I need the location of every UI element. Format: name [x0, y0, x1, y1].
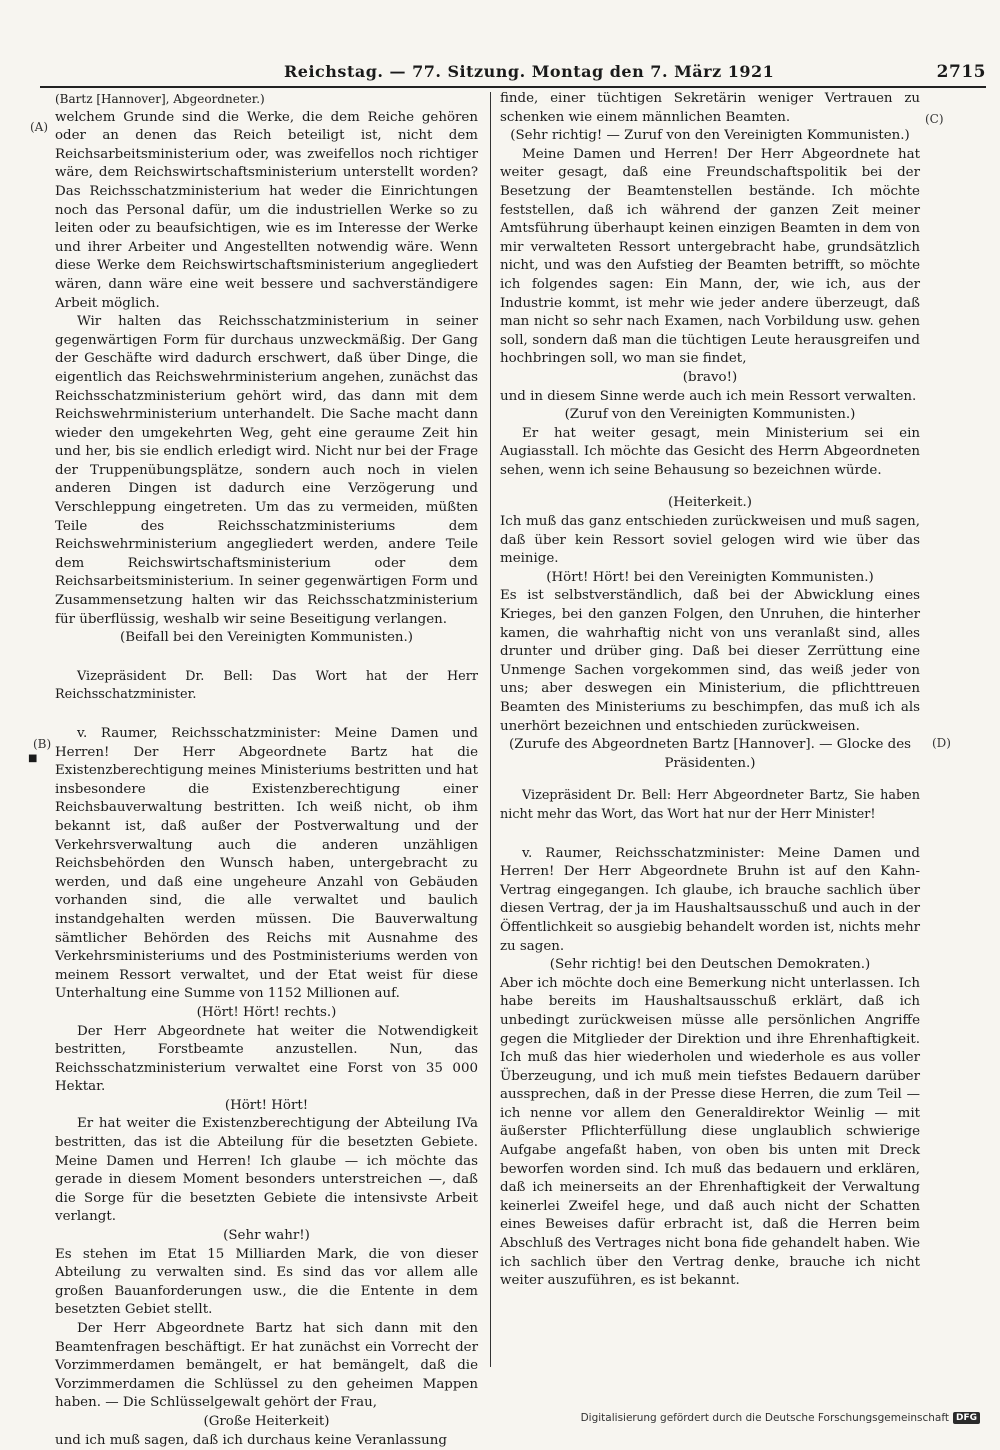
running-title: Reichstag. — 77. Sitzung. Montag den 7. März 1921 [284, 62, 775, 81]
interjection: (bravo!) [682, 369, 738, 385]
paragraph: Er hat weiter gesagt, mein Ministerium sei ein Augiasstall. Ich möchte das Gesicht des Herrn Abgeordneten sehen, wenn ich seine Behausung so bezeichnen würde. [500, 425, 920, 478]
speaker-paragraph: Vizepräsident Dr. Bell: Das Wort hat der Herr Reichsschatzminister. [55, 668, 478, 703]
paragraph: und in diesem Sinne werde auch ich mein Ressort verwalten. [500, 388, 917, 404]
interjection: (Beifall bei den Vereinigten Kommunisten.) [120, 630, 413, 646]
paragraph: welchem Grunde sind die Werke, die dem Reiche gehören oder an denen das Reich beteiligt ist, nicht dem Reichsarbeitsministerium oder, was zweifellos noch richtiger wäre, dem Reichswirtschaftsministerium unterstellt worden? Das Reichsschatzministerium hat weder die Einrichtungen noch das Personal dafür, um die industriellen Werke so zu leiten oder zu beaufsichtigen, wie es im Interesse der Werke und ihrer Arbeiter und Angestellten notwendig wäre. Wenn diese Werke dem Reichswirtschaftsministerium angegliedert wären, dann wäre eine weit bessere und sachverständigere Arbeit möglich. [55, 109, 478, 311]
paragraph: Er hat weiter die Existenzberechtigung der Abteilung IVa bestritten, das ist die Abteilung für die besetzten Gebiete. Meine Damen und Herren! Ich glaube — ich möchte das gerade in diesem Moment besonders unterstreichen —, daß die Sorge für die besetzten Gebiete die intensivste Arbeit verlangt. [55, 1116, 478, 1225]
page-number: 2715 [936, 62, 986, 82]
paragraph: Es stehen im Etat 15 Milliarden Mark, die von dieser Abteilung zu verwalten sind. Es sind das vor allem alle großen Bauanforderungen usw., die die Entente in dem besetzten Gebiet stellt. [55, 1246, 478, 1318]
paragraph: finde, einer tüchtigen Sekretärin weniger Vertrauen zu schenken wie einem männlichen Beamten. [500, 91, 920, 125]
page-header [40, 58, 986, 88]
paragraph: Es ist selbstverständlich, daß bei der Abwicklung eines Krieges, bei den ganzen Folgen, den Unruhen, die hinterher kamen, die wahrhaftig nicht von uns veranlaßt sind, alles drunter und drüber ging. Daß bei dieser Zerrüttung eine Unmenge Sachen vorgekommen sind, das weiß jeder von uns; aber deswegen ein Ministerium, die pflichttreuen Beamten des Ministeriums zu beschimpfen, das muß ich als unerhört bezeichnen und entschieden zurückweisen. [500, 588, 920, 734]
margin-mark-d: (D) [932, 736, 951, 750]
left-column [55, 90, 478, 1450]
interjection: (Sehr richtig! — Zuruf von den Vereinigten Kommunisten.) [510, 128, 910, 144]
margin-mark-b: (B) [33, 737, 52, 751]
interjection: (Zuruf von den Vereinigten Kommunisten.) [564, 407, 856, 423]
interjection: (Große Heiterkeit) [203, 1413, 330, 1429]
footer-credit [581, 1412, 980, 1424]
interjection: (Zurufe des Abgeordneten Bartz [Hannover]. — Glocke des Präsidenten.) [508, 737, 912, 771]
paragraph: Der Herr Abgeordnete hat weiter die Notwendigkeit bestritten, Forstbeamte anzustellen. Nun, das Reichsschatzministerium verwaltet eine Forst von 35 000 Hektar. [55, 1023, 478, 1095]
column-separator [490, 92, 491, 1367]
margin-mark-c: (C) [925, 112, 944, 126]
footer-text: Digitalisierung gefördert durch die Deutsche Forschungsgemeinschaft [580, 1412, 949, 1424]
paragraph: Wir halten das Reichsschatzministerium in seiner gegenwärtigen Form für durchaus unzweckmäßig. Der Gang der Geschäfte wird dadurch erschwert, daß über Dinge, die eigentlich das Reichswehrministerium angehen, zunächst das Reichsschatzministerium gehört wird, das dann mit dem Reichswehrministerium unterhandelt. Die Sache macht dann wieder den umgekehrten Weg, geht eine geraume Zeit hin und her, bis sie endlich erledigt wird. Nicht nur bei der Frage der Truppenübungsplätze, sondern auch noch in vielen anderen Dingen ist dadurch eine Verzögerung und Verschleppung eingetreten. Um das zu vermeiden, müßten Teile des Reichsschatzministeriums dem Reichswehrministerium angegliedert werden, andere Teile dem Reichswirtschaftsministerium oder dem Reichsarbeitsministerium. In seiner gegenwärtigen Form und Zusammensetzung halten wir das Reichsschatzministerium für überflüssig, weshalb wir seine Beseitigung verlangen. [55, 314, 478, 627]
interjection: (Sehr richtig! bei den Deutschen Demokraten.) [549, 957, 871, 973]
interjection: (Heiterkeit.) [668, 495, 752, 511]
dfg-logo: DFG [953, 1412, 980, 1424]
paragraph: Ich muß das ganz entschieden zurückweisen und muß sagen, daß über kein Ressort soviel gelogen wird wie über das meinige. [500, 514, 920, 567]
margin-mark-a: (A) [30, 120, 49, 134]
speaker-paragraph: v. Raumer, Reichsschatzminister: Meine Damen und Herren! Der Herr Abgeordnete Bartz hat die Existenzberechtigung meines Ministeriums bestritten und hat insbesondere die Existenzberechtigung einer Reichsbauverwaltung bestritten. Ich weiß nicht, ob ihm bekannt ist, daß außer der Postverwaltung und der Verkehrsverwaltung auch die anderen unzähligen Reichsbehörden den Wunsch haben, untergebracht zu werden, und daß eine ungeheure Anzahl von Gebäuden vorhanden sind, die alle verwaltet und baulich instandgehalten werden müssen. Die Bauverwaltung sämtlicher Behörden des Reichs mit Ausnahme des Verkehrsministeriums und des Postministeriums werden von meinem Ressort verwaltet, und der Etat weist für diese Unterhaltung eine Summe von 1152 Millionen auf. [55, 726, 478, 1002]
header-rule [40, 86, 986, 88]
margin-bullet-icon: ■ [28, 753, 38, 764]
speaker-paragraph: v. Raumer, Reichsschatzminister: Meine Damen und Herren! Der Herr Abgeordnete Bruhn ist auf den Kahn-Vertrag eingegangen. Ich glaube, ich brauche sachlich über diesen Vertrag, der ja im Haushaltsausschuß und auch in der Öffentlichkeit so ausgiebig behandelt worden ist, nichts mehr zu sagen. [500, 845, 920, 954]
paragraph: Aber ich möchte doch eine Bemerkung nicht unterlassen. Ich habe bereits im Haushaltsausschuß erklärt, daß ich unbedingt zurückweisen müsse alle persönlichen Angriffe gegen die Mitglieder der Direktion und ihre Ehrenhaftigkeit. Ich muß das hier wiederholen und wiederhole es aus voller Überzeugung, und ich muß mein tiefstes Bedauern darüber aussprechen, daß in der Presse diese Herren, die zum Teil — ich nenne vor allem den Generaldirektor Weinlig — mit äußerster Pflichterfüllung diese unglaublich schwierige Aufgabe angefaßt haben, von oben bis unten mit Dreck beworfen worden sind. Ich muß das bedauern und erklären, daß ich meinerseits an der Ehrenhaftigkeit der Verwaltung keinerlei Zweifel hege, und daß auch nicht der Schatten eines Beweises dafür erbracht ist, daß die Herren beim Abschluß des Vertrages nicht bona fide gehandelt haben. Wie ich sachlich über den Vertrag denke, brauche ich nicht weiter auszuführen, es ist bekannt. [500, 975, 920, 1289]
paragraph: Der Herr Abgeordnete Bartz hat sich dann mit den Beamtenfragen beschäftigt. Er hat zunächst ein Vorrecht der Vorzimmerdamen bemängelt, er hat bemängelt, daß die Vorzimmerdamen die Schlüssel zu den geheimen Mappen haben. — Die Schlüsselgewalt gehört der Frau, [55, 1321, 478, 1411]
right-column [500, 90, 920, 1291]
interjection: (Hört! Hört! rechts.) [196, 1004, 337, 1020]
interjection: (Hört! Hört! bei den Vereinigten Kommunisten.) [546, 569, 874, 585]
paragraph: und ich muß sagen, daß ich durchaus keine Veranlassung [55, 1432, 447, 1448]
paragraph: Meine Damen und Herren! Der Herr Abgeordnete hat weiter gesagt, daß eine Freundschaftspolitik bei der Besetzung der Beamtenstellen bestände. Ich möchte feststellen, daß ich während der ganzen Zeit meiner Amtsführung überhaupt keinen einzigen Beamten in dem von mir verwalteten Ressort untergebracht habe, grundsätzlich nicht, und was den Aufstieg der Beamten betrifft, so möchte ich folgendes sagen: Ein Mann, der, wie ich, aus der Industrie kommt, ist mehr wie jeder andere überzeugt, daß man nicht so sehr nach Examen, nach Vorbildung usw. gehen soll, sondern daß man die tüchtigen Leute herausgreifen und hochbringen soll, wo man sie findet, [500, 146, 920, 367]
speaker-paragraph: Vizepräsident Dr. Bell: Herr Abgeordneter Bartz, Sie haben nicht mehr das Wort, das Wort hat nur der Herr Minister! [500, 788, 920, 822]
speaker-continued: (Bartz [Hannover], Abgeordneter.) [55, 92, 265, 106]
interjection: (Sehr wahr!) [223, 1228, 310, 1244]
interjection: (Hört! Hört! [224, 1097, 309, 1113]
